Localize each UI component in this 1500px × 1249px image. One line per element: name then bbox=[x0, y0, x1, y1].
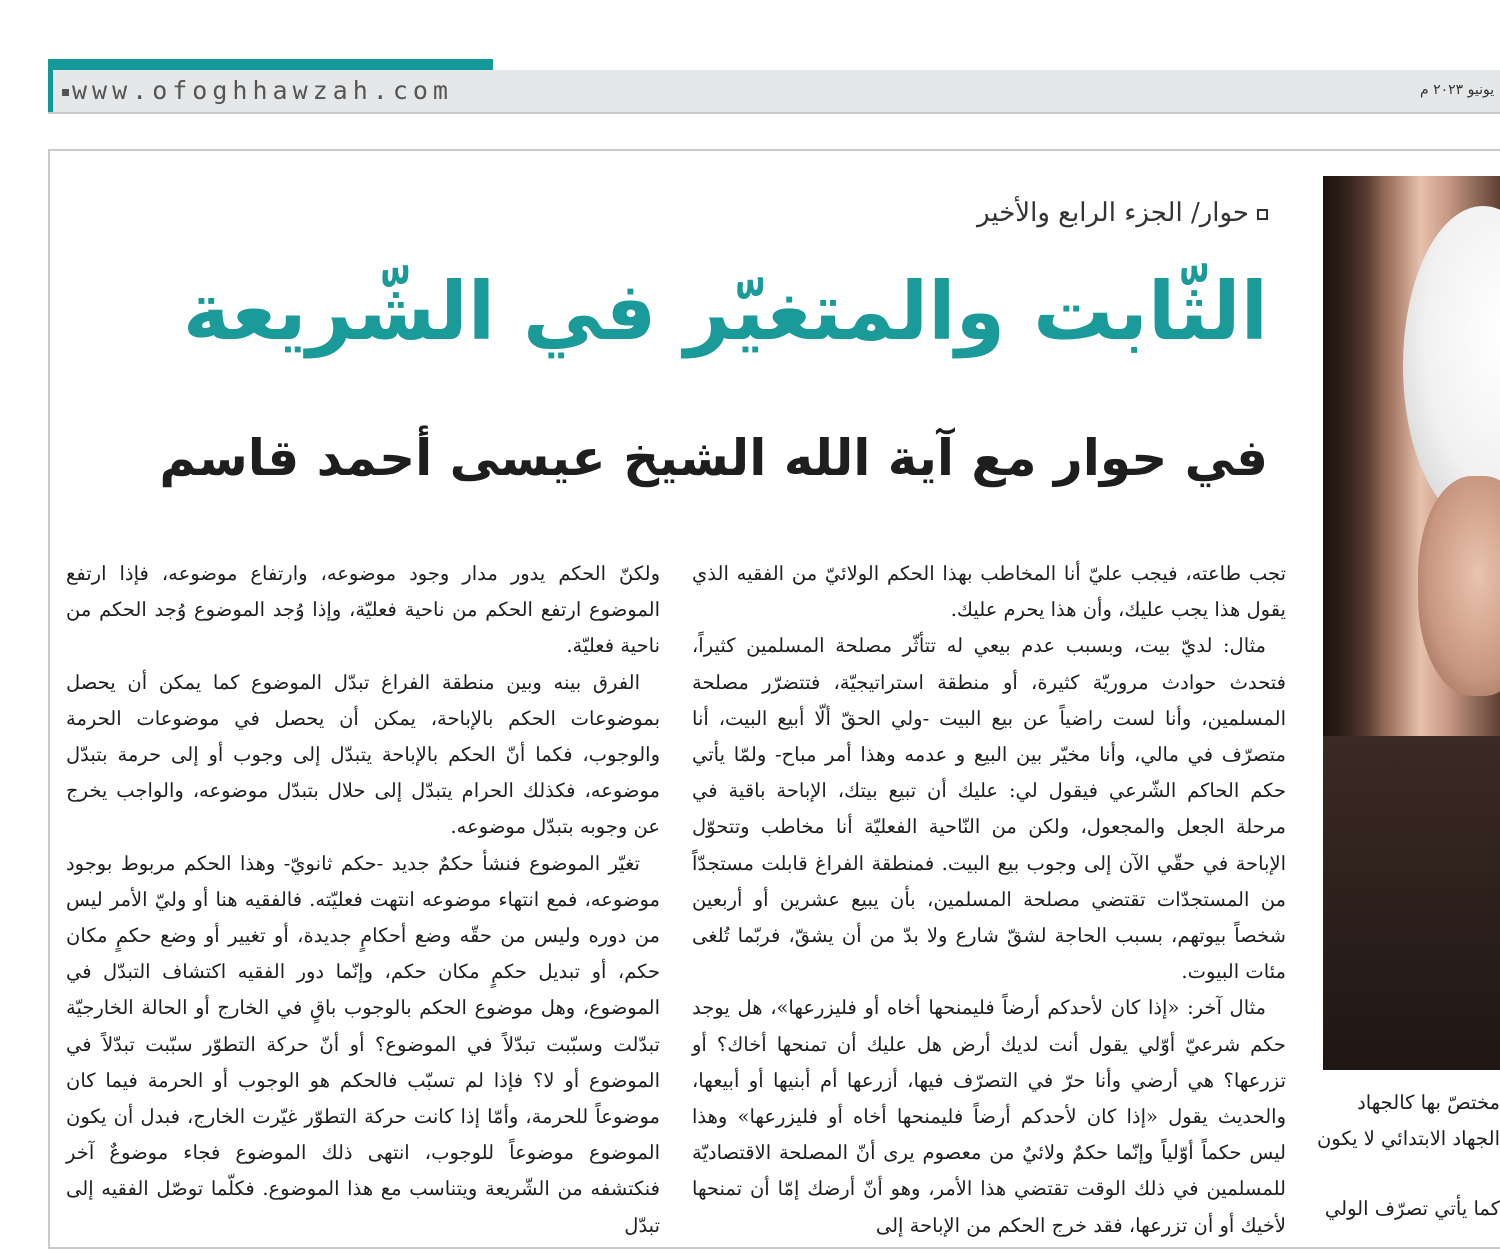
photo-robe bbox=[1323, 736, 1500, 1070]
paragraph: تجب طاعته، فيجب عليّ أنا المخاطب بهذا الحكم الولائيّ من الفقيه الذي يقول هذا يجب عليك، وأن هذا يحرم عليك. bbox=[692, 562, 1286, 622]
article-column-left bbox=[66, 556, 660, 1244]
author-photo bbox=[1323, 176, 1500, 1070]
paragraph: مثال: لديّ بيت، وبسبب عدم بيعي له تتأثّر مصلحة المسلمين كثيراً، فتحدث حوادث مروريّة كثيرة، أو منطقة استراتيجيّة، فتتضرّر مصلحة المسلمين، وأنا لست راضياً عن بيع البيت -ولي الحقّ ألّا أبيع البيت، أنا متصرّف في مالي، وأنا مخيّر بين البيع و عدمه وهذا أمر مباح- ولمّا يأتي حكم الحاكم الشّرعي فيقول لي: عليك أن تبيع بيتك، الإباحة باقية في مرحلة الجعل والمجعول، ولكن من النّاحية الفعليّة أنا مخاطب وتتحوّل الإباحة في حقّي الآن إلى وجوب بيع البيت. فمنطقة الفراغ قابلت مستجدّاً من المستجدّات تقتضي مصلحة المسلمين، بأن يبيع عشرين أو أربعين شخصاً بيوتهم، بسبب الحاجة لشقّ شارع ولا بدّ من أن يشقّ، فربّما تُلغى مئات البيوت. bbox=[692, 634, 1286, 984]
header-edge-bar bbox=[48, 59, 53, 112]
article-kicker bbox=[977, 198, 1268, 228]
bullet-icon bbox=[62, 89, 69, 96]
paragraph: ولكنّ الحكم يدور مدار وجود موضوعه، وارتفاع موضوعه، فإذا ارتفع الموضوع ارتفع الحكم من ناحية فعليّة، وإذا وُجد الموضوع وُجد الحكم من ناحية فعليّة. bbox=[66, 562, 660, 658]
site-url[interactable] bbox=[62, 76, 453, 105]
edge-line: كما يأتي تصرّف الولي bbox=[1324, 1197, 1500, 1221]
paragraph: تغيّر الموضوع فنشأ حكمٌ جديد -حكم ثانويّ- وهذا الحكم مربوط بوجود موضوعه، فمع انتهاء موضوعه انتهت فعليّته. فالفقيه هنا أو وليّ الأمر ليس من دوره وليس من حقّه وضع أحكامٍ جديدة، أو تغيير أو وضع حكمٍ مكان حكم، أو تبديل حكمٍ مكان حكم، وإنّما دور الفقيه اكتشاف التبدّل في الموضوع، وهل موضوع الحكم بالوجوب باقٍ في الخارج أو الحالة الخارجيّة تبدّلت وسبّبت تبدّلاً في الموضوع؟ أو أنّ حركة التطوّر سبّبت تبدّلاً في الموضوع أو لا؟ فإذا لم تسبّب فالحكم هو الوجوب أو الحرمة فيما كان موضوعاً للحرمة، وأمّا إذا كانت حركة التطوّر غيّرت الخارج، فبدل أن يكون الموضوع موضوعاً للوجوب، انتهى ذلك الموضوع فجاء موضوعٌ آخر فنكتشفه من الشّريعة ويتناسب مع هذا الموضوع. فكلّما توصّل الفقيه إلى تبدّل bbox=[66, 851, 660, 1237]
header-accent-bar bbox=[48, 59, 493, 70]
article-title: الثّابت والمتغيّر في الشّريعة bbox=[182, 265, 1268, 358]
photo-face bbox=[1418, 476, 1500, 696]
edge-line: الجهاد الابتدائي لا يكون bbox=[1316, 1127, 1500, 1151]
edge-line: مختصّ بها كالجهاد bbox=[1357, 1091, 1500, 1114]
site-url-text[interactable]: www.ofoghhawzah.com bbox=[72, 76, 453, 105]
article-subtitle: في حوار مع آية الله الشيخ عيسى أحمد قاسم bbox=[159, 429, 1268, 487]
paragraph: مثال آخر: «إذا كان لأحدكم أرضاً فليمنحها أخاه أو فليزرعها»، هل يوجد حكم شرعيّ أوّلي يقول أنت لديك أرض هل عليك أن تمنحها أخاك؟ أو تزرعها؟ هي أرضي وأنا حرّ في التصرّف فيها، أزرعها أم أبنيها أو أبيعها، والحديث يقول «إذا كان لأحدكم أرضاً فليمنحها أخاه أو فليزرعها» وهذا ليس حكماً أوّلياً وإنّما حكمٌ ولائيٌ من معصوم يرى أنّ المصلحة الاقتصاديّة للمسلمين في ذلك الوقت تقتضي هذا الأمر، وهو أنّ أرضك إمّا أن تمنحها لأخيك أو أن تزرعها، فقد خرج الحكم من الإباحة إلى bbox=[692, 996, 1286, 1237]
issue-date: يونيو ٢٠٢٣ م bbox=[1420, 82, 1495, 98]
square-icon bbox=[1257, 209, 1268, 220]
article-column-right bbox=[692, 556, 1286, 1244]
article-column-edge bbox=[1316, 1085, 1500, 1228]
kicker-text: حوار/ الجزء الرابع والأخير bbox=[977, 198, 1249, 228]
paragraph: الفرق بينه وبين منطقة الفراغ تبدّل الموضوع كما يمكن أن يحصل بموضوعات الحكم بالإباحة، يمكن أن يحصل في موضوعات الحرمة والوجوب، فكما أنّ الحكم بالإباحة يتبدّل إلى وجوب أو إلى حرمة بتبدّل موضوعه، فكذلك الحرام يتبدّل إلى حلال بتبدّل موضوعه، والواجب يخرج عن وجوبه بتبدّل موضوعه. bbox=[66, 670, 660, 839]
edge-gap bbox=[1316, 1157, 1500, 1191]
